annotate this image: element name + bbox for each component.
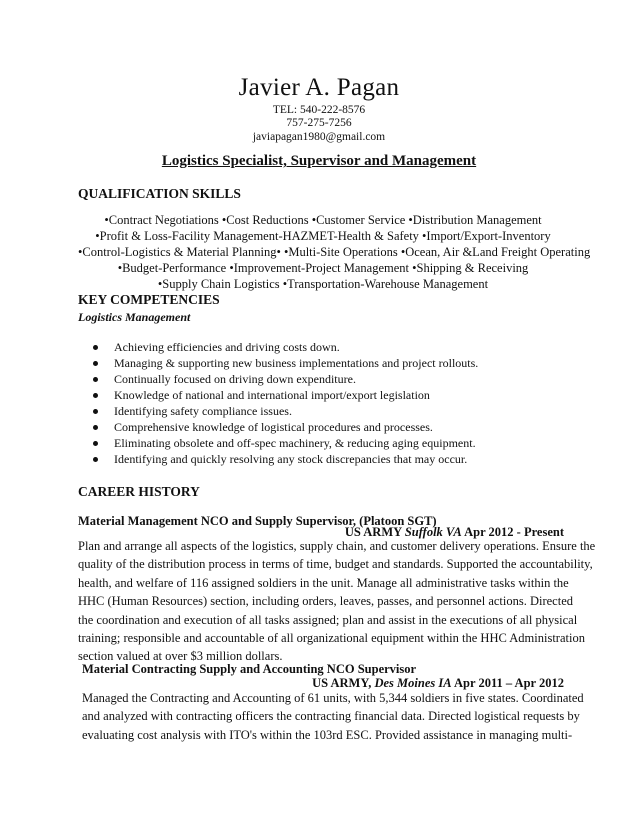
list-item: [93, 387, 478, 403]
list-item-text: Identifying and quickly resolving any stock discrepancies that may occur.: [114, 452, 468, 466]
job-title: Material Management NCO and Supply Supervisor, (Platoon SGT): [78, 514, 437, 528]
list-item-text: Continually focused on driving down expenditure.: [114, 372, 356, 386]
bullet-icon: [93, 457, 98, 462]
job-location: Suffolk VA: [404, 525, 462, 539]
job-title: Material Contracting Supply and Accounting NCO Supervisor: [82, 662, 417, 676]
phone-secondary: 757-275-7256: [286, 117, 352, 129]
job-description-line: Plan and arrange all aspects of the logistics, supply chain, and customer delivery operations. Ensure the: [78, 539, 596, 553]
list-item-text: Comprehensive knowledge of logistical procedures and processes.: [114, 420, 433, 434]
job-description: [82, 689, 584, 744]
bullet-icon: [93, 441, 98, 446]
list-item-text: Managing & supporting new business implementations and project rollouts.: [114, 356, 479, 370]
list-item: [93, 419, 478, 435]
job-description-line: health, and welfare of 116 assigned soldiers in the unit. Manage all administrative tasks within the: [78, 575, 569, 590]
job-organization: US ARMY: [344, 525, 405, 539]
list-item-text: Achieving efficiencies and driving costs down.: [114, 340, 340, 354]
job-dates: Apr 2011 – Apr 2012: [451, 676, 564, 690]
bullet-icon: [93, 393, 98, 398]
qualification-line: •Supply Chain Logistics •Transportation-Warehouse Management: [157, 277, 489, 291]
job-organization: US ARMY,: [312, 676, 375, 690]
list-item-text: Eliminating obsolete and off-spec machinery, & reducing aging equipment.: [114, 436, 476, 450]
list-item-text: Identifying safety compliance issues.: [114, 404, 292, 418]
list-item: [93, 451, 478, 467]
qualification-line: •Control-Logistics & Material Planning• •Multi-Site Operations •Ocean, Air &Land Freight Operating: [78, 245, 591, 259]
email-address: javiapagan1980@gmail.com: [252, 131, 386, 143]
bullet-icon: [93, 377, 98, 382]
bullet-icon: [93, 425, 98, 430]
list-item-text: Knowledge of national and international import/export legislation: [114, 388, 430, 402]
job-description-line: section valued at over $3 million dollars.: [78, 649, 283, 664]
resume-headline: Logistics Specialist, Supervisor and Management: [161, 153, 477, 169]
qualification-line: •Contract Negotiations •Cost Reductions •Customer Service •Distribution Management: [104, 213, 542, 227]
job-description-line: HHC (Human Resources) section, including orders, leaves, passes, and personnel actions. Directed: [78, 594, 574, 609]
list-item: [93, 435, 478, 451]
competencies-heading: KEY COMPETENCIES: [78, 292, 220, 307]
job-description-line: and analyzed with contracting officers the contracting financial data. Directed logistical requests by: [82, 709, 580, 724]
list-item: [93, 403, 478, 419]
candidate-name: Javier A. Pagan: [238, 74, 400, 101]
job-description-line: training; responsible and accountable of all organizational equipment within the HHC Administration: [78, 630, 585, 645]
bullet-icon: [93, 409, 98, 414]
list-item: [93, 339, 478, 355]
qualification-line: •Profit & Loss-Facility Management-HAZMET-Health & Safety •Import/Export-Inventory: [95, 229, 551, 243]
phone-primary: TEL: 540-222-8576: [272, 104, 366, 116]
list-item: [93, 355, 478, 371]
bullet-icon: [93, 345, 98, 350]
bullet-icon: [93, 361, 98, 366]
competencies-list: [93, 339, 478, 467]
job-description-line: evaluating cost analysis with ITO's within the 103rd ESC. Provided assistance in managing multi-: [82, 727, 573, 742]
qualification-heading: QUALIFICATION SKILLS: [78, 186, 241, 201]
competencies-subheading: Logistics Management: [78, 310, 191, 324]
job-location: Des Moines IA: [374, 676, 452, 690]
job-description-line: quality of the distribution process in terms of time, budget and standards. Supported the accountability,: [78, 557, 593, 572]
job-dates: Apr 2012 - Present: [461, 525, 564, 539]
job-description-line: Managed the Contracting and Accounting of 61 units, with 5,344 soldiers in five states. Coordinated: [82, 691, 584, 705]
job-description: [78, 537, 596, 666]
job-description-line: the coordination and execution of all tasks assigned; plan and assist in the executions of all physical: [78, 612, 578, 627]
list-item: [93, 371, 478, 387]
qualification-line: •Budget-Performance •Improvement-Project Management •Shipping & Receiving: [117, 261, 529, 275]
career-heading: CAREER HISTORY: [78, 484, 200, 499]
